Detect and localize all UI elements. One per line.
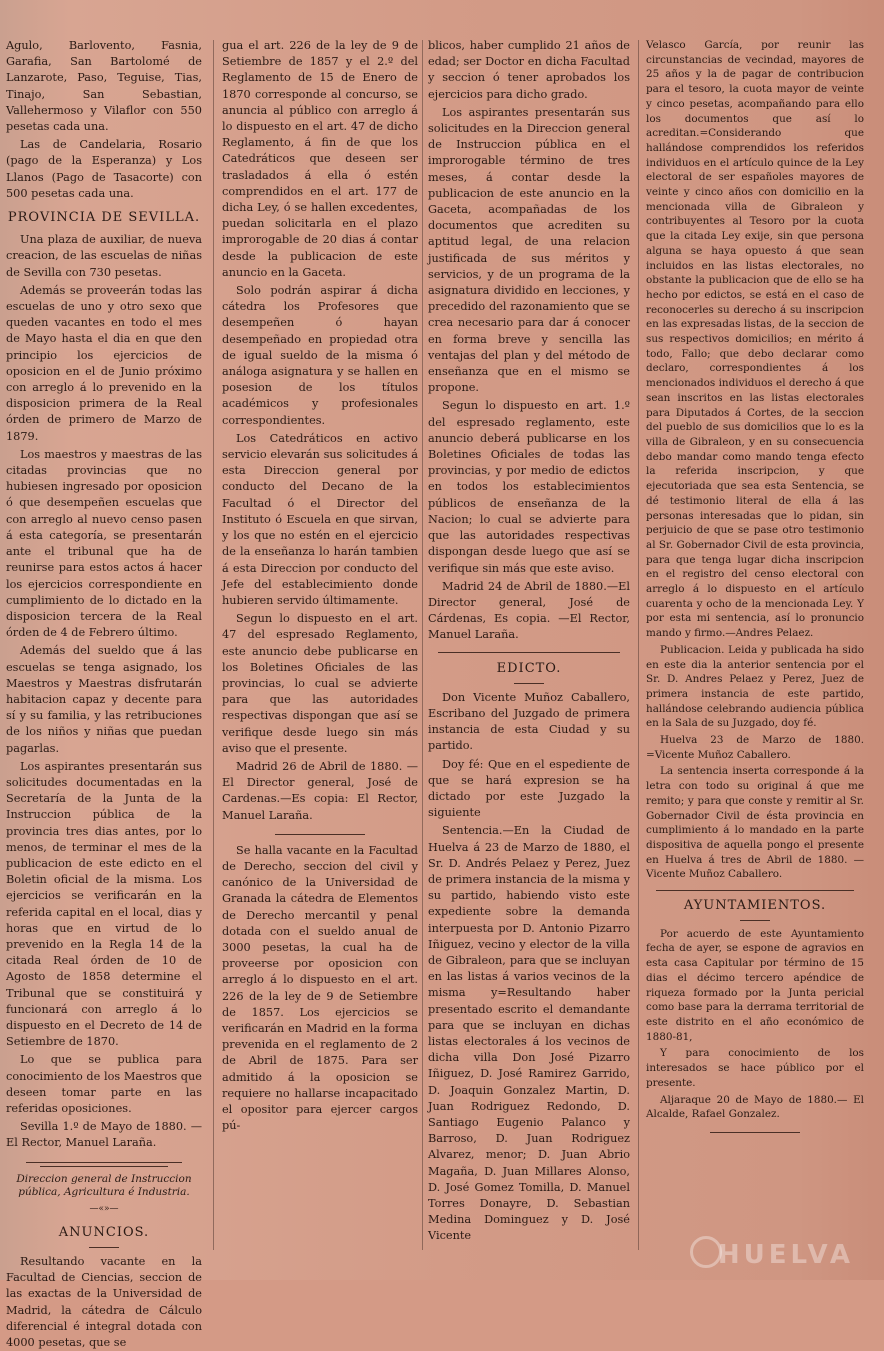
paragraph: Los Catedráticos en activo servicio elevarán sus solicitudes á esta Direccion general por conducto del Decano de la Facultad ó el Director del Instituto ó Escuela en que sirvan, y los que no estén en el ejercicio de la enseñanza lo harán tambien á esta Direccion por conducto del Jefe del establecimiento donde hubieren servido últimamente. (222, 431, 418, 607)
column-divider (213, 40, 214, 1250)
paragraph: Segun lo dispuesto en art. 1.º del espresado reglamento, este anuncio deberá publicarse en los Boletines Oficiales de todas las provincias, y por medio de edictos en todos los establecimientos públicos de enseñanza de la Nacion; lo cual se advierte para que las autoridades respectivas dispongan desde luego que así se verifique sin más que este aviso. (428, 399, 630, 575)
divider (740, 920, 770, 921)
paragraph: Resultando vacante en la Facultad de Ciencias, seccion de las exactas de la Universidad de Madrid, la cátedra de Cálculo diferencial é integral dotada con 4000 pesetas, que se (6, 1255, 202, 1350)
paragraph: Por acuerdo de este Ayuntamiento fecha de ayer, se espone de agravios en esta casa Capitular por término de 15 dias el décimo tercero apéndice de riqueza formado por la Junta pericial como base para la derrama territorial de este distrito en el año económico de 1880-81, (646, 927, 864, 1043)
column-4 (646, 38, 864, 1260)
section-heading-anuncios: ANUNCIOS. (58, 1224, 150, 1240)
paragraph: Los maestros y maestras de las citadas provincias que no hubiesen ingresado por oposicion ó que desempeñen escuelas que con arreglo al nuevo censo pasen á esta categoría, se presentarán ante el tribunal que ha de reunirse para estos actos á hacer los ejercicios correspondiente en cumplimiento de lo dictado en la disposicion tercera de la Real órden de 4 de Febrero último. (6, 447, 202, 640)
paragraph: Solo podrán aspirar á dicha cátedra los Profesores que desempeñen ó hayan desempeñado en propiedad otra de igual sueldo de la misma ó análoga asignatura y se hallen en posesion de los títulos académicos y profesionales correspondientes. (222, 284, 418, 427)
paragraph: Y para conocimiento de los interesados se hace público por el presente. (646, 1047, 864, 1089)
divider (275, 834, 365, 835)
signature-line: Madrid 24 de Abril de 1880.—El Director general, José de Cárdenas, Es copia. —El Rector, Manuel Laraña. (428, 579, 630, 642)
signature-line: Madrid 26 de Abril de 1880. —El Director general, José de Cardenas.—Es copia: El Rector, Manuel Laraña. (222, 759, 418, 822)
divider (514, 683, 544, 684)
paragraph: blicos, haber cumplido 21 años de edad; ser Doctor en dicha Facultad y seccion ó tener aprobados los ejercicios para dicho grado. (428, 39, 630, 101)
paragraph: La sentencia inserta corresponde á la letra con todo su original á que me remito; y para que conste y remitir al Sr. Gobernador Civil de ésta provincia en cumplimiento á lo mandado en la parte dispositiva de aquella pongo el presente en Huelva á tres de Abril de 1880. —Vicente Muñoz Caballero. (646, 765, 864, 881)
paragraph: Sentencia.—En la Ciudad de Huelva á 23 de Marzo de 1880, el Sr. D. Andrés Pelaez y Perez, Juez de primera instancia de la misma y su partido, habiendo visto este expediente sobre la demanda interpuesta por D. Antonio Pizarro Iñiguez, vecino y elector de la villa de Gibraleon, para que se incluyan en las listas á varios vecinos de la misma y=Resultando haber presentado escrito el demandante para que se incluyan en dichas listas electorales á los vecinos de dicha villa Don José Pizarro Iñiguez, D. José Ramirez Garrido, D. Joaquin Gonzalez Martin, D. Juan Rodriguez Redondo, D. Santiago Eugenio Palanco y Barroso, D. Juan Rodriguez Alvarez, menor; D. Juan Abrio Magaña, D. Juan Millares Alonso, D. José Gomez Tomilla, D. Manuel Torres Donayre, D. Sebastian Medina Dominguez y D. José Vicente (428, 824, 630, 1243)
section-rule (438, 652, 620, 653)
paragraph: Publicacion. Leida y publicada ha sido en este dia la anterior sentencia por el Sr. D. Andres Pelaez y Perez, Juez de primera instancia de este partido, hallándose celebrando audiencia pública en la Sala de su Juzgado, doy fé. (646, 643, 864, 730)
section-heading-edicto: EDICTO. (496, 660, 562, 676)
ornament: —«»— (89, 1203, 119, 1214)
paragraph: Además del sueldo que á las escuelas se tenga asignado, los Maestros y Maestras disfrutarán habitacion capaz y decente para sí y su familia, y las retribuciones de los niños y niñas que puedan pagarlas. (6, 644, 202, 755)
paragraph: Agulo, Barlovento, Fasnia, Garafia, San Bartolomé de Lanzarote, Paso, Teguise, Tias, Tinajo, San Sebastian, Vallehermoso y Vilaflor con 550 pesetas cada una. (6, 39, 202, 134)
column-divider (638, 40, 639, 1250)
signature-line: Sevilla 1.º de Mayo de 1880. —El Rector, Manuel Laraña. (6, 1120, 202, 1150)
paragraph: Lo que se publica para conocimiento de los Maestros que deseen tomar parte en las referidas oposiciones. (6, 1053, 202, 1115)
paragraph: Además se proveerán todas las escuelas de uno y otro sexo que queden vacantes en todo el mes de Mayo hasta el dia en que den principio los ejercicios de oposicion en el de Junio próximo con arreglo á lo prevenido en la disposicion primera de la Real órden de primero de Marzo de 1879. (6, 283, 202, 443)
section-heading-ayuntamientos: AYUNTAMIENTOS. (683, 898, 827, 914)
section-heading-sevilla: PROVINCIA DE SEVILLA. (7, 210, 201, 226)
section-rule (40, 1166, 168, 1167)
column-divider (422, 40, 423, 1250)
direccion-heading: Direccion general de Instruccion pública, Agricultura é Industria. (16, 1172, 192, 1198)
divider (89, 1247, 119, 1248)
paragraph: Los aspirantes presentarán sus solicitudes en la Direccion general de Instruccion pública en el improrogable término de tres meses, á contar desde la publicacion de este anuncio en la Gaceta, acompañadas de los documentos que acrediten su aptitud legal, de una relacion justificada de sus méritos y servicios, y de un programa de la asignatura dividido en lecciones, y precedido del razonamiento que se crea necesario para dar á conocer en forma breve y sencilla las ventajas del plan y del método de enseñanza que en el mismo se propone. (428, 105, 630, 395)
paragraph: Los aspirantes presentarán sus solicitudes documentadas en la Secretaría de la Junta de la Instruccion pública de la provincia tres dias antes, por lo menos, de terminar el mes de la publicacion de este edicto en el Boletin oficial de la misma. Los ejercicios se verificarán en la referida capital en el local, dias y horas que en virtud de lo prevenido en la Regla 14 de la citada Real órden de 10 de Agosto de 1858 determine el Tribunal que se constituirá y funcionará con arreglo á lo dispuesto en el Decreto de 14 de Setiembre de 1870. (6, 759, 202, 1049)
column-1 (6, 38, 202, 1350)
section-rule (26, 1162, 182, 1163)
paragraph: Se halla vacante en la Facultad de Derecho, seccion del civil y canónico de la Universidad de Granada la cátedra de Elementos de Derecho mercantil y penal dotada con el sueldo anual de 3000 pesetas, la cual ha de proveerse por oposicion con arreglo á lo dispuesto en el art. 226 de la ley de 9 de Setiembre de 1857. Los ejercicios se verificarán en Madrid en la forma prevenida en el reglamento de 2 de Abril de 1875. Para ser admitido á la oposicion se requiere no hallarse incapacitado el opositor para ejercer cargos pú- (222, 843, 418, 1133)
paragraph: Doy fé: Que en el espediente de que se hará expresion se ha dictado por este Juzgado la siguiente (428, 757, 630, 820)
watermark: HUELVA (717, 1240, 854, 1270)
paragraph: Huelva 23 de Marzo de 1880. =Vicente Muñoz Caballero. (646, 734, 864, 761)
column-2 (222, 38, 418, 1260)
paragraph: Una plaza de auxiliar, de nueva creacion, de las escuelas de niñas de Sevilla con 730 pesetas. (6, 233, 202, 279)
divider (710, 1132, 800, 1133)
paragraph: Don Vicente Muñoz Caballero, Escribano del Juzgado de primera instancia de esta Ciudad y su partido. (428, 690, 630, 753)
column-3 (428, 38, 630, 1260)
signature-line: Aljaraque 20 de Mayo de 1880.— El Alcalde, Rafael Gonzalez. (646, 1093, 864, 1121)
paragraph: Las de Candelaria, Rosario (pago de la Esperanza) y Los Llanos (Pago de Tasacorte) con 500 pesetas cada una. (6, 138, 202, 200)
paragraph: gua el art. 226 de la ley de 9 de Setiembre de 1857 y el 2.º del Reglamento de 15 de Enero de 1870 corresponde al concurso, se anuncia al público con arreglo á lo dispuesto en el art. 47 de dicho Reglamento, á fin de que los Catedráticos que deseen ser trasladados á ella ó estén comprendidos en el art. 177 de dicha Ley, ó se hallen excedentes, puedan solicitarla en el plazo improrogable de 20 dias á contar desde la publicacion de este anuncio en la Gaceta. (222, 39, 418, 279)
paragraph: Segun lo dispuesto en el art. 47 del espresado Reglamento, este anuncio debe publicarse en los Boletines Oficiales de las provincias, lo cual se advierte para que las autoridades respectivas dispongan que así se verifique desde luego sin más aviso que el presente. (222, 612, 418, 755)
paragraph: Velasco García, por reunir las circunstancias de vecindad, mayores de 25 años y la de pagar de contribucion para el tesoro, la cuota mayor de veinte y cinco pesetas, acompañando para ello los documentos que así lo acreditan.=Considerando que hallándose comprendidos los referidos individuos en el artículo quince de la Ley electoral de ser españoles mayores de veinte y cinco años con domicilio en la mencionada villa de Gibraleon y contribuyentes al Tesoro por la cuota que la citada Ley exije, sin que persona alguna se haya opuesto á que sean incluidos en las listas electorales, no obstante la publicacion que de ello se ha hecho por edictos, se está en el caso de reconocerles su derecho á su inscripcion en las expresadas listas, de la seccion de sus respectivos domicilios; en mérito á todo, Fallo; que debo declarar como declaro, correspondientes á los mencionados individuos el derecho á que sean inscritos en las listas electorales para Diputados á Cortes, de la seccion del pueblo de sus domicilios que lo es la villa de Gibraleon, y en su consecuencia debo mandar como mando tenga efecto la referida inscripcion, y que ejecutoriada que sea esta Sentencia, se dé testimonio literal de ella á las personas interesadas que lo pidan, sin perjuicio de que se pase otro testimonio al Sr. Gobernador Civil de esta provincia, para que tenga lugar dicha inscripcion en el registro del censo electoral con arreglo á lo dispuesto en el artículo cuarenta y ocho de la mencionada Ley. Y por esta mi sentencia, así lo pronuncio mando y firmo.—Andres Pelaez. (646, 39, 864, 640)
section-rule (656, 890, 854, 891)
